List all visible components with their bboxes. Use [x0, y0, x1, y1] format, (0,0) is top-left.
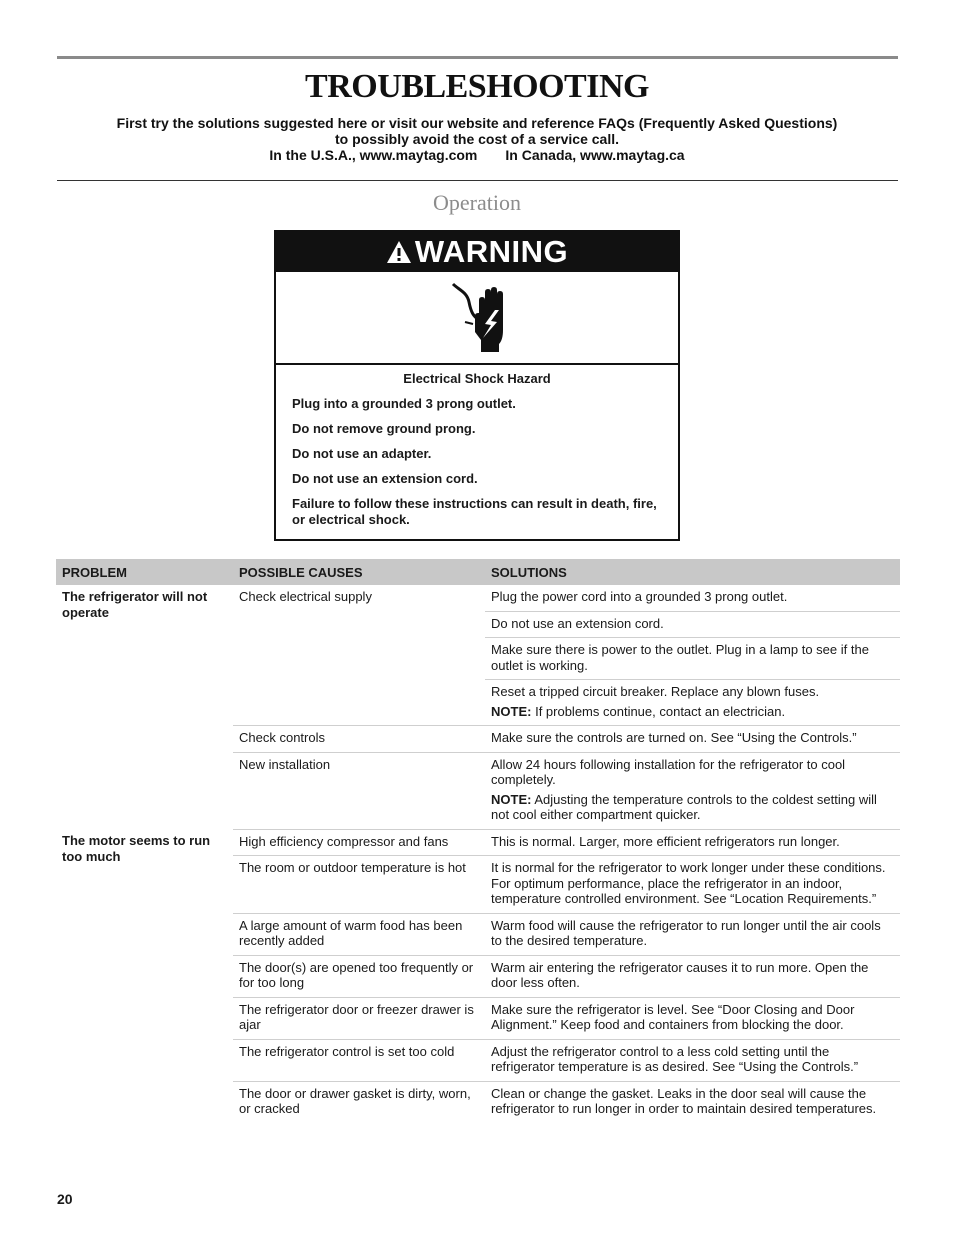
solution-cell	[485, 680, 900, 726]
warning-item: Do not remove ground prong.	[292, 421, 476, 436]
solution-cell	[485, 752, 900, 829]
warning-box	[274, 230, 680, 541]
canada-website-link[interactable]: In Canada, www.maytag.ca	[505, 147, 685, 163]
note-label: NOTE:	[491, 703, 532, 719]
column-header-problem: PROBLEM	[56, 559, 233, 585]
warning-label: WARNING	[414, 234, 569, 269]
page-number: 20	[57, 1191, 73, 1207]
problem-cell: The refrigerator will not operate	[62, 589, 208, 620]
solution-cell: Do not use an extension cord.	[485, 611, 900, 638]
note-text: Adjusting the temperature controls to the coldest setting will not cool either compartment quicker.	[491, 791, 877, 822]
column-header-solutions: SOLUTIONS	[485, 559, 900, 585]
solution-note	[491, 792, 894, 823]
cause-cell: New installation	[233, 752, 485, 829]
top-rule	[57, 56, 898, 59]
hazard-title: Electrical Shock Hazard	[403, 371, 551, 386]
warning-item: Plug into a grounded 3 prong outlet.	[292, 396, 516, 411]
cause-cell: The door(s) are opened too frequently or for too long	[233, 955, 485, 997]
cause-cell: The door or drawer gasket is dirty, worn, or cracked	[239, 1085, 471, 1116]
column-header-causes: POSSIBLE CAUSES	[233, 559, 485, 585]
warning-header	[276, 232, 678, 272]
warning-item: Do not use an adapter.	[292, 446, 432, 461]
note-text: If problems continue, contact an electrician.	[535, 703, 786, 719]
shock-hazard-icon	[276, 272, 678, 365]
solution-cell: Make sure the controls are turned on. See “Using the Controls.”	[485, 726, 900, 753]
solution-cell: It is normal for the refrigerator to work longer under these conditions. For optimum performance, place the refrigerator in an indoor, temperature controlled environment. See “Location Requirements.”	[485, 856, 900, 914]
section-heading: Operation	[433, 190, 521, 215]
cause-cell: The refrigerator door or freezer drawer is ajar	[233, 997, 485, 1039]
solution-cell: Make sure there is power to the outlet. Plug in a lamp to see if the outlet is working.	[485, 638, 900, 680]
warning-body	[276, 365, 678, 528]
solution-cell: Make sure the refrigerator is level. See “Door Closing and Door Alignment.” Keep food and containers from blocking the door.	[485, 997, 900, 1039]
table-header-row	[56, 559, 900, 585]
table-row	[56, 829, 900, 856]
cause-cell: The refrigerator control is set too cold	[233, 1039, 485, 1081]
intro-block	[60, 115, 894, 163]
solution-cell: Warm air entering the refrigerator causes it to run more. Open the door less often.	[485, 955, 900, 997]
cause-cell: A large amount of warm food has been recently added	[233, 913, 485, 955]
warning-item: Failure to follow these instructions can result in death, fire, or electrical shock.	[292, 496, 657, 527]
solution-note	[491, 704, 894, 720]
usa-website-link[interactable]: In the U.S.A., www.maytag.com	[269, 147, 478, 163]
problem-cell: The motor seems to run too much	[62, 833, 211, 864]
solution-cell: Warm food will cause the refrigerator to run longer until the air cools to the desired temperature.	[485, 913, 900, 955]
warning-item: Do not use an extension cord.	[292, 471, 478, 486]
section-rule	[57, 180, 898, 181]
solution-text: Reset a tripped circuit breaker. Replace any blown fuses.	[491, 684, 820, 699]
intro-line-2: to possibly avoid the cost of a service call.	[335, 131, 619, 147]
note-label: NOTE:	[491, 791, 532, 807]
solution-cell: Adjust the refrigerator control to a less cold setting until the refrigerator temperature is as desired. See “Using the Controls.”	[485, 1039, 900, 1081]
solution-cell: Plug the power cord into a grounded 3 prong outlet.	[485, 585, 900, 611]
table-row	[56, 585, 900, 611]
cause-cell: Check controls	[233, 726, 485, 753]
solution-cell: Clean or change the gasket. Leaks in the door seal will cause the refrigerator to run longer in order to maintain desired temperatures.	[491, 1085, 877, 1116]
warning-triangle-icon	[386, 240, 412, 264]
cause-cell: The room or outdoor temperature is hot	[233, 856, 485, 914]
page-title: TROUBLESHOOTING	[305, 68, 649, 105]
cause-cell: High efficiency compressor and fans	[233, 829, 485, 856]
solution-cell: This is normal. Larger, more efficient refrigerators run longer.	[485, 829, 900, 856]
website-links	[60, 147, 894, 163]
hand-shock-icon	[445, 280, 509, 356]
intro-line-1: First try the solutions suggested here or visit our website and reference FAQs (Frequently Asked Questions)	[116, 115, 838, 131]
troubleshooting-table	[56, 559, 900, 1123]
solution-text: Allow 24 hours following installation for the refrigerator to cool completely.	[491, 756, 846, 787]
cause-cell: Check electrical supply	[233, 585, 485, 726]
